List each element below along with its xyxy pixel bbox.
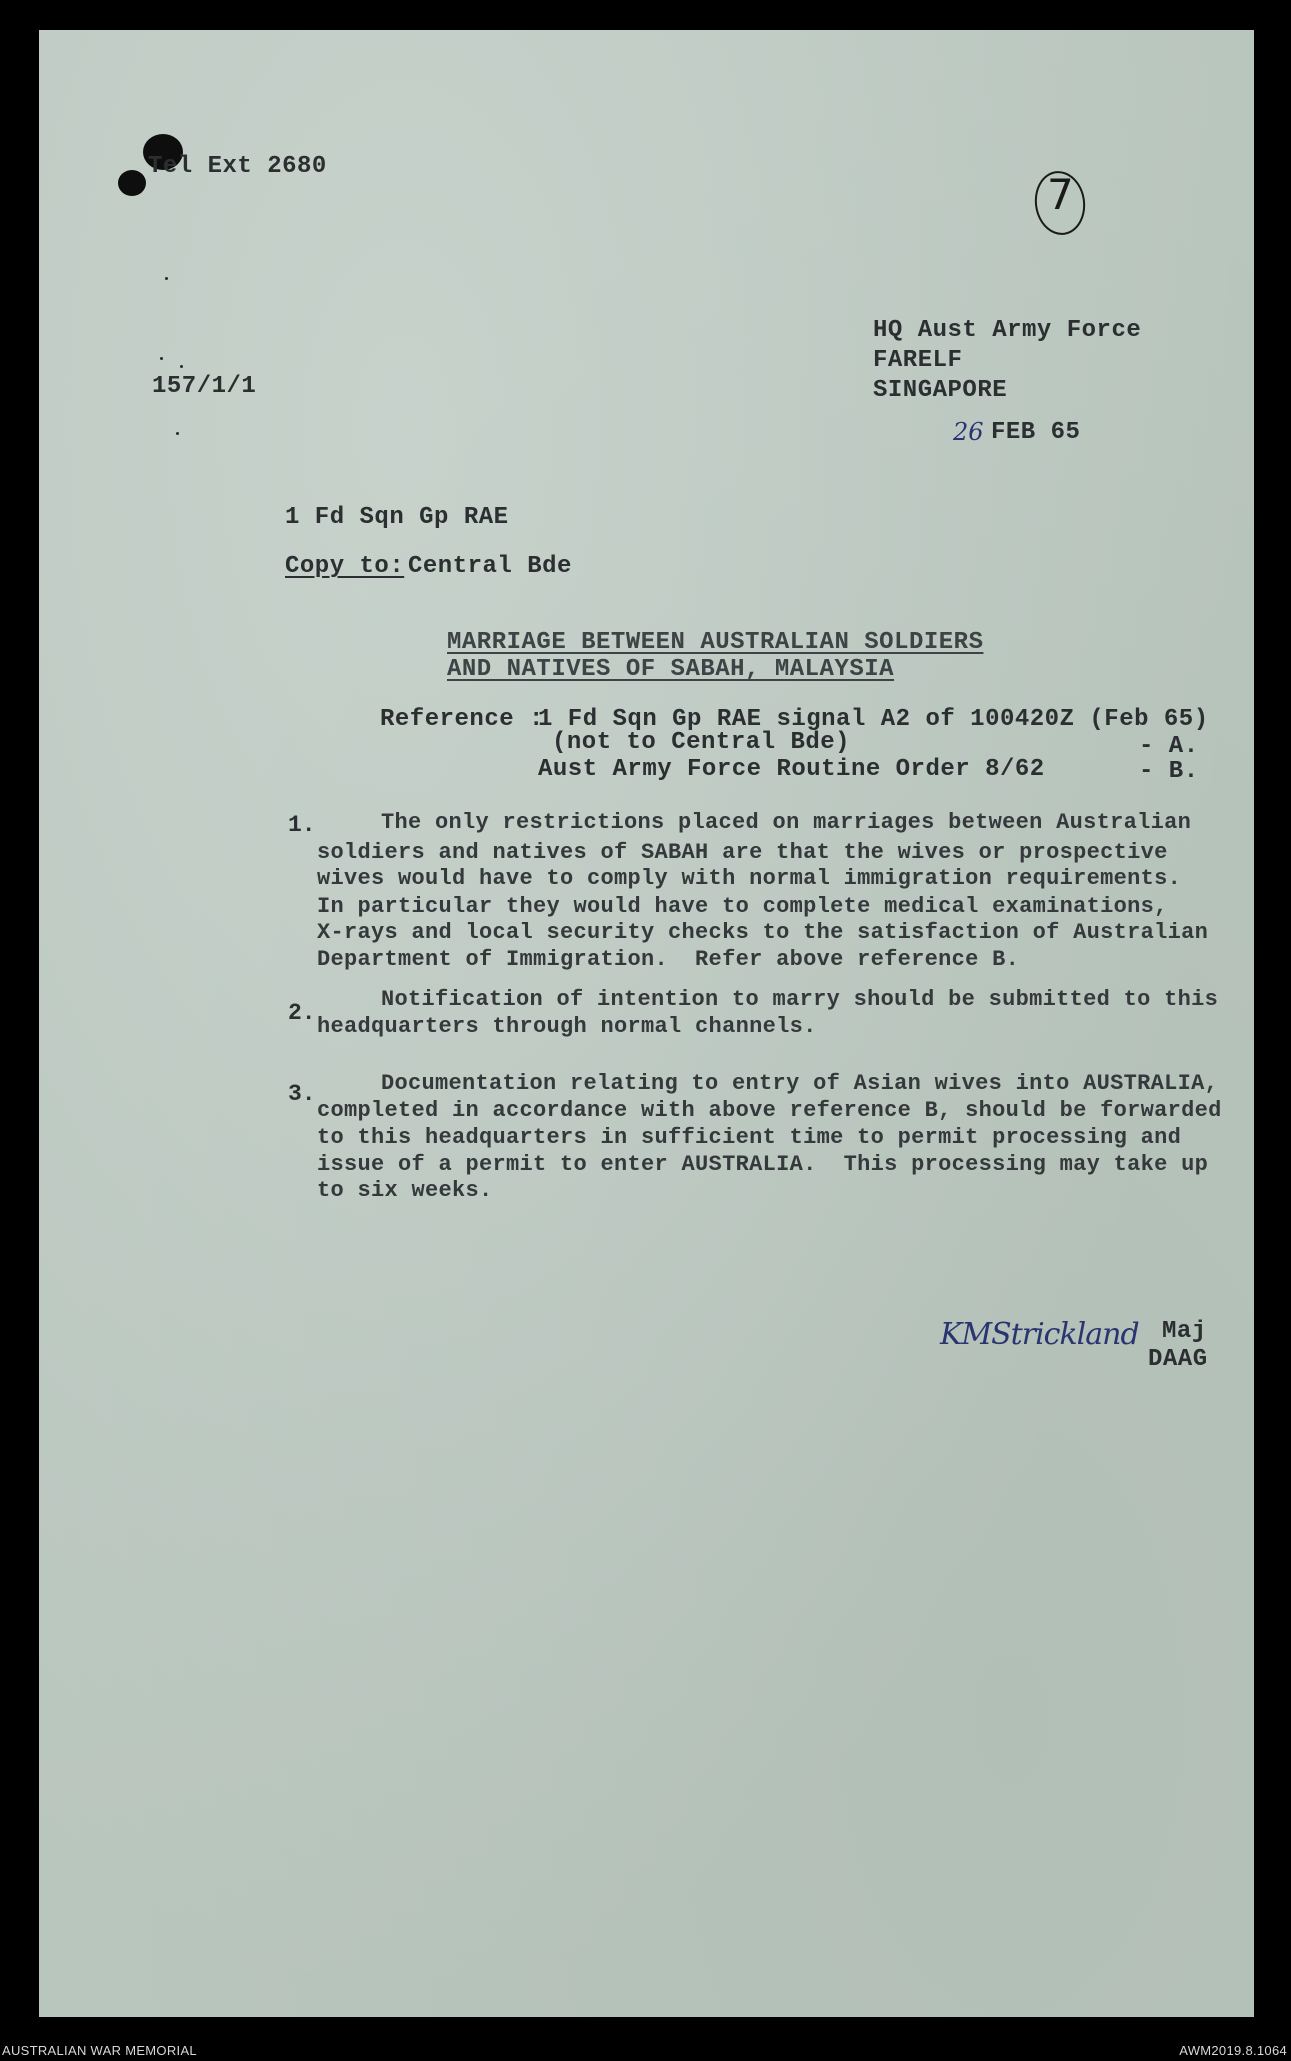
paper-speck — [160, 357, 163, 360]
signatory-appointment: DAAG — [1148, 1346, 1208, 1373]
subject-line-2: AND NATIVES OF SABAH, MALAYSIA — [447, 656, 895, 683]
paper-speck — [165, 277, 168, 280]
reference-line-1: 1 Fd Sqn Gp RAE signal A2 of 100420Z (Feb 65) — [538, 706, 1209, 733]
paragraph-1-number: 1. — [288, 812, 316, 838]
reference-line-2: (not to Central Bde) — [552, 729, 851, 756]
paragraph-2-line-1: Notification of intention to marry should be submitted to this — [381, 987, 1219, 1012]
reference-line-3-tag: - B. — [1139, 758, 1199, 785]
paragraph-1-line-2: soldiers and natives of SABAH are that the wives or prospective — [317, 840, 1168, 865]
telephone-extension: Tel Ext 2680 — [148, 153, 327, 180]
paragraph-2-line-2: headquarters through normal channels. — [317, 1014, 817, 1039]
address-line-1: HQ Aust Army Force — [873, 317, 1142, 344]
address-line-2: FARELF — [873, 347, 963, 374]
footer-accession-number: AWM2019.8.1064 — [1179, 2043, 1287, 2058]
date-handwritten-day: 26 — [953, 418, 984, 446]
reference-line-3: Aust Army Force Routine Order 8/62 — [538, 756, 1045, 783]
file-reference: 157/1/1 — [152, 373, 257, 400]
paragraph-3-number: 3. — [288, 1081, 316, 1107]
copy-to-label: Copy to: — [285, 553, 405, 580]
paragraph-1-line-1: The only restrictions placed on marriages between Australian — [381, 810, 1192, 835]
signature-handwritten: KMStrickland — [940, 1317, 1139, 1352]
address-line-3: SINGAPORE — [873, 377, 1008, 404]
paragraph-1-line-6: Department of Immigration. Refer above reference B. — [317, 947, 1020, 972]
paragraph-3-line-4: issue of a permit to enter AUSTRALIA. This processing may take up — [317, 1152, 1209, 1177]
paragraph-3-line-5: to six weeks. — [317, 1178, 493, 1203]
signatory-rank: Maj — [1162, 1318, 1207, 1345]
paragraph-3-line-1: Documentation relating to entry of Asian wives into AUSTRALIA, — [381, 1071, 1219, 1096]
paragraph-2-number: 2. — [288, 1000, 316, 1026]
page-marker-number: 7 — [1047, 170, 1074, 219]
reference-label: Reference : — [380, 706, 544, 733]
paper-speck — [180, 365, 183, 368]
paragraph-1-line-3: wives would have to comply with normal immigration requirements. — [317, 866, 1182, 891]
ink-blot — [118, 170, 146, 196]
copy-to-value: Central Bde — [408, 553, 572, 580]
subject-line-1: MARRIAGE BETWEEN AUSTRALIAN SOLDIERS — [447, 629, 984, 656]
footer-institution: AUSTRALIAN WAR MEMORIAL — [2, 2043, 197, 2058]
paper-speck — [176, 432, 179, 435]
date-typed: FEB 65 — [991, 419, 1081, 446]
reference-line-2-tag: - A. — [1139, 733, 1199, 760]
addressee: 1 Fd Sqn Gp RAE — [285, 504, 509, 531]
paragraph-1-line-4: In particular they would have to complete medical examinations, — [317, 894, 1168, 919]
paragraph-1-line-5: X-rays and local security checks to the satisfaction of Australian — [317, 920, 1209, 945]
paragraph-3-line-3: to this headquarters in sufficient time to permit processing and — [317, 1125, 1182, 1150]
paragraph-3-line-2: completed in accordance with above reference B, should be forwarded — [317, 1098, 1222, 1123]
